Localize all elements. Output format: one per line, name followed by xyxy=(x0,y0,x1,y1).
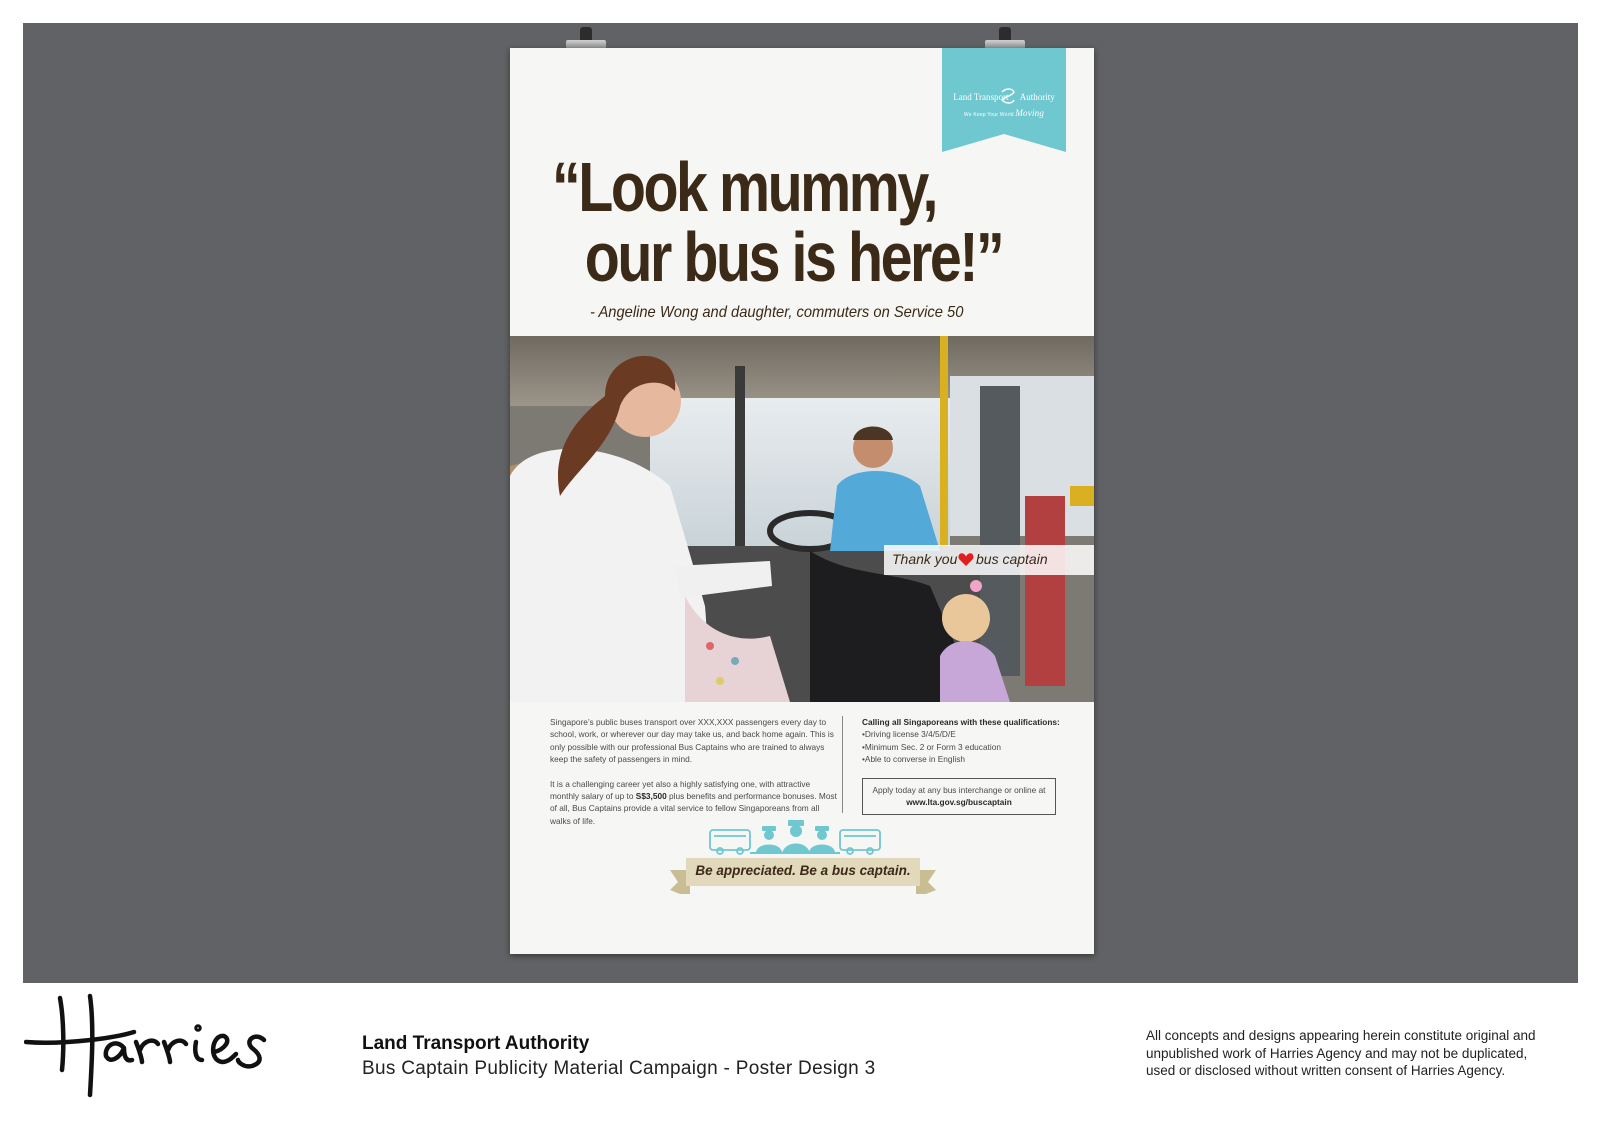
heart-icon xyxy=(958,552,974,567)
client-name: Land Transport Authority xyxy=(362,1033,590,1054)
body-paragraph-1: Singapore’s public buses transport over XXX,XXX passengers every day to school, work, or wherever our day may take us, and back home again. This is only possible with our professional Bus Captains who are trained to always keep the safety of passengers in mind. xyxy=(550,717,834,765)
poster-headline xyxy=(552,148,1003,296)
thank-you-overlay xyxy=(884,545,1094,575)
qualifications-list xyxy=(862,728,1072,765)
headline-line-1: “Look mummy, xyxy=(552,148,937,226)
quote-attribution: - Angeline Wong and daughter, commuters on Service 50 xyxy=(590,304,964,321)
slogan-text: Be appreciated. Be a bus captain. xyxy=(695,863,911,878)
lta-tagline: We Keep Your World Moving xyxy=(963,108,1045,118)
list-item: • Driving license 3/4/5/D/E xyxy=(862,728,1072,740)
poster xyxy=(510,48,1094,954)
bus-captain-text: bus captain xyxy=(976,551,1048,567)
apply-box xyxy=(862,778,1056,815)
headline-line-2: our bus is here!” xyxy=(584,218,1003,296)
legal-line: All concepts and designs appearing herein constitute original and xyxy=(1146,1028,1536,1043)
harries-logo xyxy=(24,990,314,1100)
column-divider xyxy=(842,716,843,813)
apply-text: Apply today at any bus interchange or online at xyxy=(872,785,1046,795)
legal-notice xyxy=(1146,1027,1586,1080)
list-item: • Able to converse in English xyxy=(862,753,1072,765)
project-title: Bus Captain Publicity Material Campaign - Poster Design 3 xyxy=(362,1058,876,1079)
apply-url: www.lta.gov.sg/buscaptain xyxy=(906,797,1012,807)
bus-captains-icon xyxy=(708,818,883,858)
list-item: • Minimum Sec. 2 or Form 3 education xyxy=(862,741,1072,753)
body-paragraph-2: It is a challenging career yet also a highly satisfying one, with attractive monthly salary of up to S$3,500 plus benefits and performance bonuses. Most of all, Bus Captains provide a vital service to fellow Singaporeans from all walks of life. xyxy=(550,778,837,826)
lta-brand-name: Land Transport Authority xyxy=(953,92,1055,102)
legal-line: unpublished work of Harries Agency and may not be duplicated, xyxy=(1146,1045,1528,1061)
lta-ribbon xyxy=(942,48,1066,152)
bus-photo xyxy=(510,336,1094,702)
legal-line: used or disclosed without written consent of Harries Agency. xyxy=(1146,1063,1506,1078)
qualifications-heading: Calling all Singaporeans with these qualifications: xyxy=(862,717,1060,727)
qualifications xyxy=(862,716,1072,766)
thank-you-text: Thank you xyxy=(892,551,958,567)
